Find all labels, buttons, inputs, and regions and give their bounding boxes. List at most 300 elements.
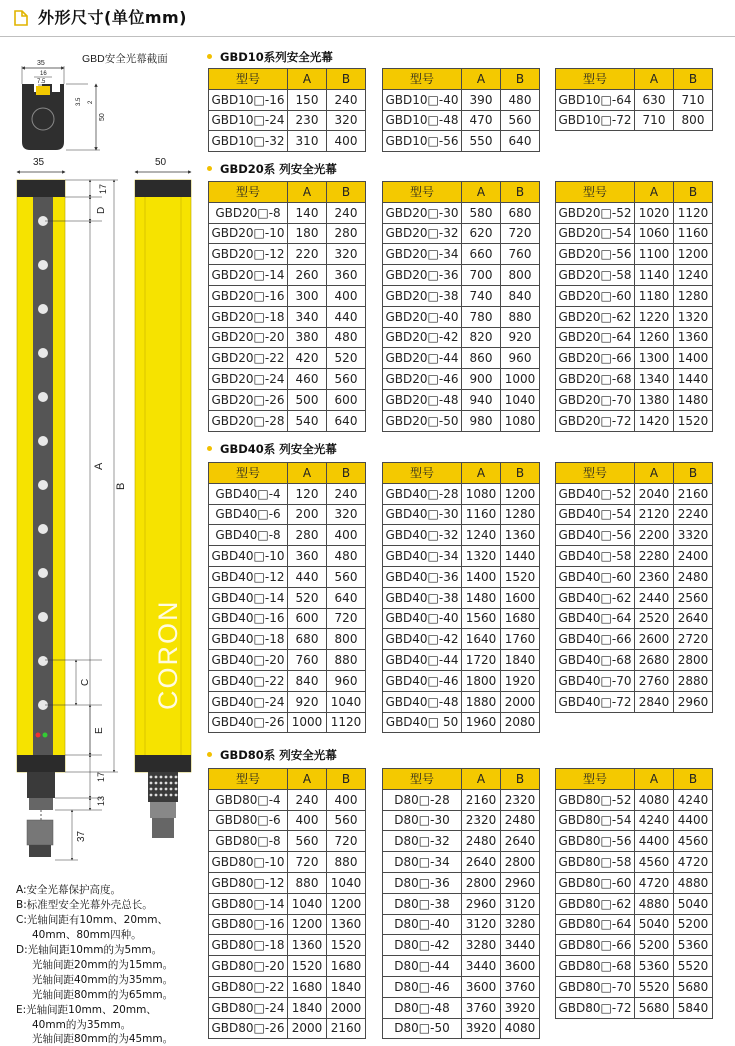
table-row [209,244,366,265]
dim-37: 37 [76,830,87,842]
table-row [556,629,713,650]
b-value-cell: 480 [327,327,366,348]
a-value-cell: 540 [288,410,327,431]
column-header: 型号 [209,463,288,484]
table-row [383,566,540,587]
a-value-cell: 1800 [462,670,501,691]
b-value-cell: 2560 [674,587,713,608]
model-cell: GBD20□-70 [556,389,635,410]
a-value-cell: 1200 [288,914,327,935]
column-header: B [327,182,366,203]
a-value-cell: 1400 [462,566,501,587]
model-cell: GBD40□-20 [209,650,288,671]
a-value-cell: 2480 [462,831,501,852]
a-value-cell: 3120 [462,914,501,935]
b-value-cell: 240 [327,202,366,223]
a-value-cell: 880 [288,872,327,893]
note-c: C:光轴间距有10mm、20mm、 [16,914,169,926]
grip-dot [165,776,168,779]
column-header: A [462,463,501,484]
table-row [209,131,366,152]
table-row [209,587,366,608]
b-value-cell: 640 [501,131,540,152]
dim-E: E [94,727,105,734]
model-cell: GBD40□-68 [556,650,635,671]
a-value-cell: 1480 [462,587,501,608]
a-value-cell: 2440 [635,587,674,608]
b-value-cell: 2160 [327,1018,366,1039]
model-cell: GBD20□-64 [556,327,635,348]
a-value-cell: 2280 [635,546,674,567]
column-header: A [635,463,674,484]
model-cell: GBD80□-72 [556,997,635,1018]
note-d-3: 光轴间距40mm的为35mm。 [32,974,174,986]
b-value-cell: 720 [501,223,540,244]
a-value-cell: 220 [288,244,327,265]
note-e: E:光轴间距10mm、20mm、 [16,1004,157,1016]
table-row [383,285,540,306]
model-cell: D80□-30 [383,810,462,831]
a-value-cell: 840 [288,670,327,691]
table-row [383,831,540,852]
a-value-cell: 630 [635,89,674,110]
model-cell: GBD10□-72 [556,110,635,131]
a-value-cell: 1260 [635,327,674,348]
model-cell: GBD20□-28 [209,410,288,431]
table-row [209,546,366,567]
model-cell: GBD20□-62 [556,306,635,327]
table-row [209,389,366,410]
b-value-cell: 520 [327,348,366,369]
model-cell: GBD40□-8 [209,525,288,546]
column-header: A [288,769,327,790]
b-value-cell: 1840 [501,650,540,671]
column-header: B [501,769,540,790]
model-cell: GBD80□-52 [556,789,635,810]
model-cell: GBD10□-48 [383,110,462,131]
column-header: B [674,69,713,90]
column-header: B [327,69,366,90]
model-cell: GBD40□-38 [383,587,462,608]
table-row [383,608,540,629]
grip-dot [175,788,178,791]
spec-table [208,768,366,1039]
table-header-row [209,69,366,90]
model-cell: D80□-44 [383,956,462,977]
b-value-cell: 1040 [501,389,540,410]
table-header-row [383,769,540,790]
b-value-cell: 1280 [501,504,540,525]
grip-dot [155,776,158,779]
b-value-cell: 3920 [501,997,540,1018]
b-value-cell: 960 [327,670,366,691]
column-header: 型号 [383,69,462,90]
note-d: D:光轴间距10mm的为5mm。 [16,944,163,956]
column-header: A [462,69,501,90]
model-cell: GBD40□-22 [209,670,288,691]
b-value-cell: 1360 [674,327,713,348]
grip-dot [170,782,173,785]
model-cell: GBD40□-26 [209,712,288,733]
a-value-cell: 820 [462,327,501,348]
grip-dot [165,794,168,797]
spec-table [208,181,366,432]
table-row [556,348,713,369]
grip-dot [165,782,168,785]
b-value-cell: 2800 [501,852,540,873]
table-header-row [209,769,366,790]
model-cell: GBD20□-10 [209,223,288,244]
table-header-row [383,463,540,484]
a-value-cell: 1320 [462,546,501,567]
spec-table [555,768,713,1019]
table-row [383,244,540,265]
b-value-cell: 480 [501,89,540,110]
dim-7-5: 7.5 [37,79,46,85]
a-value-cell: 600 [288,608,327,629]
column-header: 型号 [556,182,635,203]
table-row [556,670,713,691]
grip-dot [160,782,163,785]
column-header: 型号 [383,463,462,484]
table-row [209,265,366,286]
model-cell: GBD20□-40 [383,306,462,327]
b-value-cell: 2400 [674,546,713,567]
model-cell: GBD80□-70 [556,976,635,997]
model-cell: GBD80□-60 [556,872,635,893]
a-value-cell: 1360 [288,935,327,956]
table-header-row [556,69,713,90]
bullet-icon [207,54,212,59]
led-dot [38,348,48,358]
b-value-cell: 1280 [674,285,713,306]
b-value-cell: 2960 [501,872,540,893]
a-value-cell: 2640 [462,852,501,873]
table-row [383,810,540,831]
model-cell: GBD20□-58 [556,265,635,286]
model-cell: GBD40□-28 [383,483,462,504]
model-cell: GBD20□-36 [383,265,462,286]
table-row [556,110,713,131]
model-cell: GBD40□-32 [383,525,462,546]
b-value-cell: 840 [501,285,540,306]
table-row [209,608,366,629]
column-header: 型号 [556,69,635,90]
dimension-drawing [0,40,200,880]
a-value-cell: 1140 [635,265,674,286]
table-row [556,893,713,914]
table-row [383,306,540,327]
model-cell: GBD40□-34 [383,546,462,567]
b-value-cell: 3120 [501,893,540,914]
a-value-cell: 2160 [462,789,501,810]
b-value-cell: 1840 [327,976,366,997]
led-dot [38,480,48,490]
table-row [209,691,366,712]
table-row [209,1018,366,1039]
a-value-cell: 2040 [635,483,674,504]
b-value-cell: 4560 [674,831,713,852]
table-header-row [209,182,366,203]
table-row [209,810,366,831]
model-cell: GBD80□-26 [209,1018,288,1039]
column-header: B [674,769,713,790]
table-row [209,410,366,431]
note-e-2: 40mm的为35mm。 [32,1019,132,1031]
table-row [209,223,366,244]
a-value-cell: 900 [462,369,501,390]
a-value-cell: 1380 [635,389,674,410]
model-cell: GBD20□-50 [383,410,462,431]
b-value-cell: 1120 [674,202,713,223]
a-value-cell: 550 [462,131,501,152]
column-header: A [635,182,674,203]
a-value-cell: 2120 [635,504,674,525]
b-value-cell: 1040 [327,691,366,712]
table-row [383,525,540,546]
b-value-cell: 1200 [501,483,540,504]
b-value-cell: 1520 [327,935,366,956]
a-value-cell: 1080 [462,483,501,504]
table-row [383,504,540,525]
table-row [556,914,713,935]
model-cell: GBD10□-16 [209,89,288,110]
led-dot [38,392,48,402]
model-cell: GBD80□-14 [209,893,288,914]
b-value-cell: 4080 [501,1018,540,1039]
column-header: B [501,69,540,90]
model-cell: GBD20□-12 [209,244,288,265]
b-value-cell: 5520 [674,956,713,977]
a-value-cell: 4720 [635,872,674,893]
a-value-cell: 1180 [635,285,674,306]
model-cell: GBD80□-68 [556,956,635,977]
table-row [556,956,713,977]
b-value-cell: 1600 [501,587,540,608]
model-cell: GBD80□-16 [209,914,288,935]
table-row [209,914,366,935]
b-value-cell: 2640 [501,831,540,852]
table-row [383,872,540,893]
b-value-cell: 640 [327,410,366,431]
a-value-cell: 3440 [462,956,501,977]
table-row [209,872,366,893]
section-title-gbd20: GBD20系 列安全光幕 [207,161,337,177]
table-row [383,265,540,286]
table-row [556,327,713,348]
model-cell: D80□-32 [383,831,462,852]
table-row [556,976,713,997]
b-value-cell: 2160 [674,483,713,504]
bullet-icon [207,166,212,171]
spec-table [555,181,713,432]
b-value-cell: 2960 [674,691,713,712]
b-value-cell: 1360 [501,525,540,546]
b-value-cell: 1360 [327,914,366,935]
model-cell: GBD40□-24 [209,691,288,712]
page-header [0,0,735,40]
side-bar [135,180,191,838]
a-value-cell: 2520 [635,608,674,629]
b-value-cell: 1760 [501,629,540,650]
section-label: GBD安全光幕截面 [82,53,168,65]
model-cell: GBD80□-4 [209,789,288,810]
b-value-cell: 1240 [674,265,713,286]
model-cell: GBD80□-54 [556,810,635,831]
a-value-cell: 3920 [462,1018,501,1039]
b-value-cell: 800 [674,110,713,131]
b-value-cell: 240 [327,483,366,504]
table-row [209,483,366,504]
grip-dot [155,782,158,785]
a-value-cell: 1000 [288,712,327,733]
table-row [383,670,540,691]
b-value-cell: 1200 [327,893,366,914]
model-cell: GBD20□-14 [209,265,288,286]
a-value-cell: 1420 [635,410,674,431]
table-row [556,525,713,546]
a-value-cell: 4400 [635,831,674,852]
section-title-gbd10: GBD10系列安全光幕 [207,49,333,65]
model-cell: GBD80□-62 [556,893,635,914]
b-value-cell: 1160 [674,223,713,244]
a-value-cell: 2960 [462,893,501,914]
dim-3-5: 3.5 [76,97,82,106]
model-cell: GBD10□-56 [383,131,462,152]
table-row [383,389,540,410]
table-row [556,852,713,873]
model-cell: GBD20□-18 [209,306,288,327]
model-cell: GBD40□-18 [209,629,288,650]
table-row [383,629,540,650]
dim-17-top: 17 [98,183,108,194]
table-row [209,285,366,306]
b-value-cell: 400 [327,131,366,152]
b-value-cell: 1520 [674,410,713,431]
a-value-cell: 720 [288,852,327,873]
b-value-cell: 5360 [674,935,713,956]
dim-35-top: 35 [37,60,45,67]
led-dot [38,524,48,534]
a-value-cell: 920 [288,691,327,712]
spec-table [382,181,540,432]
model-cell: GBD80□-12 [209,872,288,893]
table-row [383,89,540,110]
b-value-cell: 400 [327,525,366,546]
a-value-cell: 1840 [288,997,327,1018]
b-value-cell: 3600 [501,956,540,977]
b-value-cell: 1200 [674,244,713,265]
b-value-cell: 920 [501,327,540,348]
model-cell: GBD20□-16 [209,285,288,306]
model-cell: GBD20□-44 [383,348,462,369]
led-dot [38,260,48,270]
section-title-gbd40: GBD40系 列安全光幕 [207,441,337,457]
model-cell: GBD20□-20 [209,327,288,348]
table-row [209,525,366,546]
a-value-cell: 470 [462,110,501,131]
table-row [383,369,540,390]
table-header-row [556,769,713,790]
table-header-row [383,182,540,203]
model-cell: GBD10□-40 [383,89,462,110]
model-cell: GBD40□-6 [209,504,288,525]
spec-table [382,68,540,152]
a-value-cell: 2200 [635,525,674,546]
grip-dot [175,776,178,779]
b-value-cell: 400 [327,789,366,810]
a-value-cell: 180 [288,223,327,244]
column-header: 型号 [383,182,462,203]
table-row [556,483,713,504]
model-cell: GBD40□-40 [383,608,462,629]
model-cell: GBD80□-58 [556,852,635,873]
table-row [556,223,713,244]
table-row [383,789,540,810]
a-value-cell: 4560 [635,852,674,873]
section-title-gbd80: GBD80系 列安全光幕 [207,747,337,763]
table-row [209,306,366,327]
model-cell: GBD20□-24 [209,369,288,390]
a-value-cell: 240 [288,789,327,810]
model-cell: GBD80□-24 [209,997,288,1018]
spec-table [382,462,540,733]
a-value-cell: 1160 [462,504,501,525]
spec-table [555,462,713,713]
table-row [556,935,713,956]
a-value-cell: 710 [635,110,674,131]
b-value-cell: 3440 [501,935,540,956]
a-value-cell: 780 [462,306,501,327]
column-header: A [288,463,327,484]
column-header: A [288,182,327,203]
table-row [556,587,713,608]
led-dot [38,304,48,314]
table-row [383,546,540,567]
led-dot [38,656,48,666]
table-row [383,712,540,733]
dim-front-width: 35 [33,157,45,168]
model-cell: GBD20□-30 [383,202,462,223]
b-value-cell: 560 [327,369,366,390]
a-value-cell: 5520 [635,976,674,997]
a-value-cell: 940 [462,389,501,410]
table-row [556,691,713,712]
note-d-2: 光轴间距20mm的为15mm。 [32,959,174,971]
table-row [383,410,540,431]
dim-2: 2 [88,100,94,104]
table-row [383,691,540,712]
column-header: 型号 [556,769,635,790]
spec-table [208,462,366,733]
a-value-cell: 2680 [635,650,674,671]
b-value-cell: 3280 [501,914,540,935]
model-cell: GBD20□-26 [209,389,288,410]
a-value-cell: 120 [288,483,327,504]
model-cell: GBD20□-32 [383,223,462,244]
model-cell: GBD80□-6 [209,810,288,831]
b-value-cell: 5840 [674,997,713,1018]
table-row [556,244,713,265]
a-value-cell: 4240 [635,810,674,831]
model-cell: GBD20□-46 [383,369,462,390]
b-value-cell: 2000 [327,997,366,1018]
grip-dot [150,782,153,785]
note-e-3: 光轴间距80mm的为45mm。 [32,1033,174,1045]
model-cell: GBD40□-54 [556,504,635,525]
table-row [209,935,366,956]
dim-17-bottom: 17 [96,771,106,782]
